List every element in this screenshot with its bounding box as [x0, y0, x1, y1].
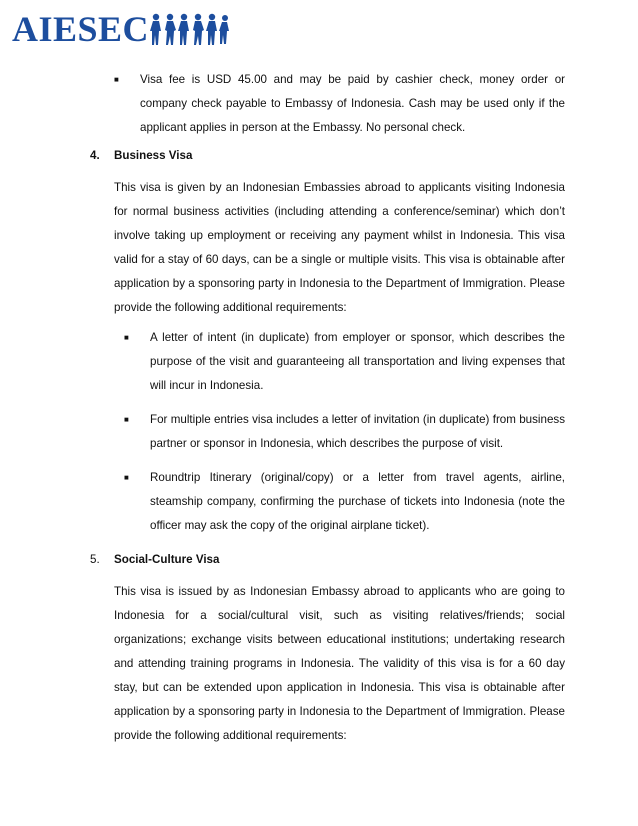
section-title: Social-Culture Visa [114, 553, 220, 566]
bullet-square-icon: ■ [124, 333, 129, 342]
list-item [124, 408, 565, 456]
list-item [124, 326, 565, 398]
list-item [114, 68, 565, 140]
requirement-text: Roundtrip Itinerary (original/copy) or a letter from travel agents, airline, steamship company, confirming the purchase of tickets into Indonesia (note the officer may ask the copy of the original airplane ticket). [150, 471, 565, 532]
section-heading [90, 144, 565, 168]
section-number: 5. [90, 553, 100, 566]
document-body [90, 68, 565, 748]
section-body [114, 580, 565, 748]
aiesec-logo [12, 8, 227, 50]
section-paragraph: This visa is issued by as Indonesian Embassy abroad to applicants who are going to Indonesia for a social/cultural visit, such as visiting relatives/friends; social organizations; exchange visits between educational institutions; undertaking research and attending training programs in Indonesia. The validity of this visa is for a 60 day stay, but can be extended upon application in Indonesia. This visa is obtainable after application by a sponsoring party in Indonesia to the Department of Immigration. Please provide the following additional requirements: [114, 585, 565, 742]
bullet-square-icon: ■ [124, 415, 129, 424]
requirement-text: A letter of intent (in duplicate) from employer or sponsor, which describes the purpose of the visit and guaranteeing all transportation and living expenses that will incur in Indonesia. [150, 331, 565, 392]
logo-wordmark: AIESEC [12, 9, 150, 49]
requirements-list [124, 326, 565, 538]
people-silhouettes-icon [150, 12, 230, 48]
section-paragraph: This visa is given by an Indonesian Embassies abroad to applicants visiting Indonesia for normal business activities (including attending a conference/seminar) which don’t involve taking up employment or receiving any payment whilst in Indonesia. This visa valid for a stay of 60 days, can be a single or multiple visits. This visa is obtainable after application by a sponsoring party in Indonesia to the Department of Immigration. Please provide the following additional requirements: [114, 181, 565, 314]
list-item [124, 466, 565, 538]
bullet-square-icon: ■ [114, 75, 119, 84]
section-number: 4. [90, 149, 100, 162]
section-heading [90, 548, 565, 572]
section-title: Business Visa [114, 149, 193, 162]
section-body [114, 176, 565, 538]
visa-fee-text: Visa fee is USD 45.00 and may be paid by cashier check, money order or company check payable to Embassy of Indonesia. Cash may be used only if the applicant applies in person at the Embassy. No personal check. [140, 73, 565, 134]
bullet-square-icon: ■ [124, 473, 129, 482]
requirement-text: For multiple entries visa includes a letter of invitation (in duplicate) from business partner or sponsor in Indonesia, which describes the purpose of visit. [150, 413, 565, 450]
